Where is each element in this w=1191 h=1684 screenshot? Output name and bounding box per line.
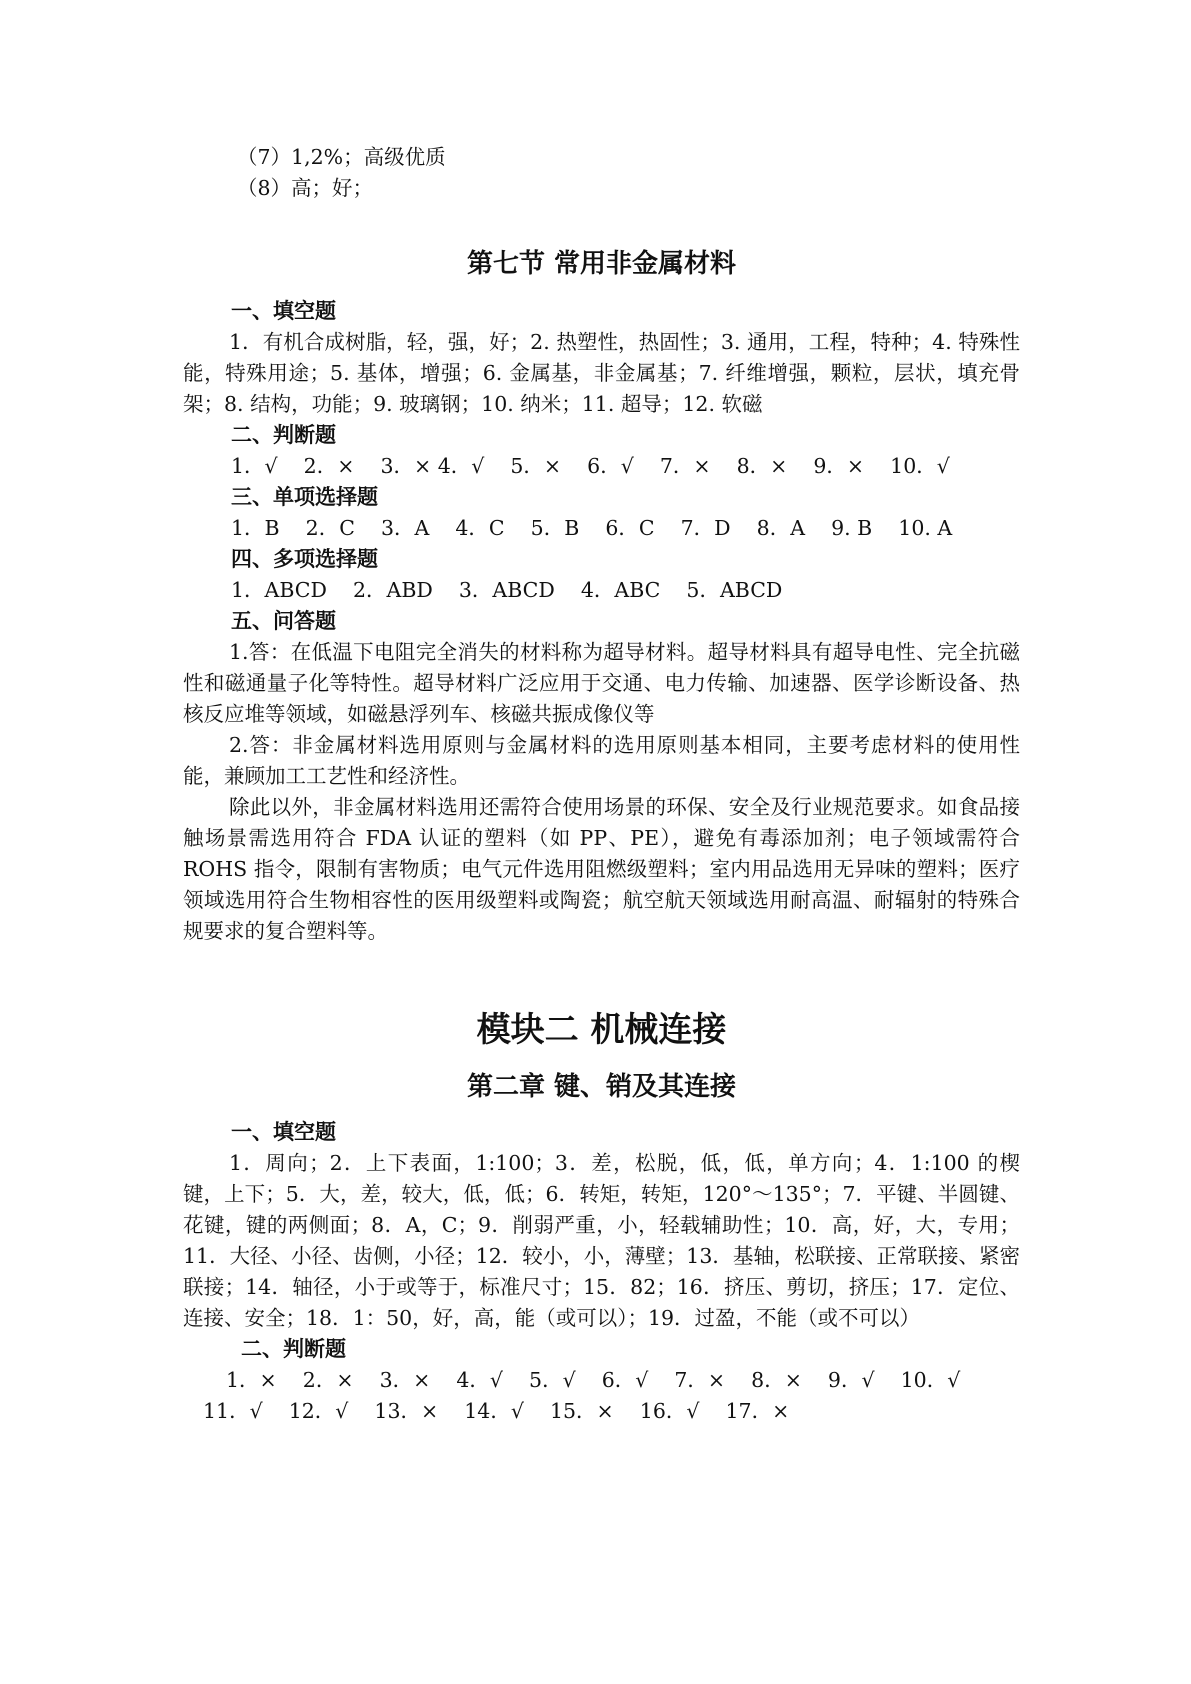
fill-blank-heading: 一、填空题 bbox=[231, 299, 336, 323]
chapter-fill-blank-answers: 1．周向；2．上下表面，1:100；3．差，松脱，低，低，单方向；4．1:100 的楔键，上下；5．大，差，较大，低，低；6．转矩，转矩，120°～135°；7．平键、半圆键、花键，键的两侧面；8．A，C；9．削弱严重，小，轻载辅助性；10．高，好，大，专用；11．大径、小径、齿侧，小径；12．较小，小，薄壁；13．基轴，松联接、正常联接、紧密联接；14．轴径，小于或等于，标准尺寸；15．82；16．挤压、剪切，挤压；17．定位、连接、安全；18．1：50，好，高，能（或可以）；19．过盈，不能（或不可以） bbox=[183, 1151, 1020, 1330]
answer-item-7: （7）1,2%；高级优质 bbox=[237, 145, 446, 169]
true-false-heading: 二、判断题 bbox=[231, 423, 336, 447]
single-choice-answers: 1．B 2．C 3．A 4．C 5．B 6．C 7．D 8．A 9. B 10. A bbox=[231, 516, 953, 540]
qa-heading: 五、问答题 bbox=[231, 609, 336, 633]
multiple-choice-heading: 四、多项选择题 bbox=[231, 547, 378, 571]
chapter-title: 第二章 键、销及其连接 bbox=[466, 1072, 737, 1102]
page-content bbox=[183, 142, 1020, 1427]
chapter-fill-blank-heading: 一、填空题 bbox=[231, 1120, 336, 1144]
true-false-answers: 1．√ 2．× 3．× 4．√ 5．× 6．√ 7．× 8．× 9．× 10．√ bbox=[231, 454, 950, 478]
single-choice-heading: 三、单项选择题 bbox=[231, 485, 378, 509]
multiple-choice-answers: 1．ABCD 2．ABD 3．ABCD 4．ABC 5．ABCD bbox=[231, 578, 783, 602]
qa-answer-2-continued: 除此以外，非金属材料选用还需符合使用场景的环保、安全及行业规范要求。如食品接触场景需选用符合 FDA 认证的塑料（如 PP、PE），避免有毒添加剂；电子领域需符合 ROHS 指令，限制有害物质；电气元件选用阻燃级塑料；室内用品选用无异味的塑料；医疗领域选用符合生物相容性的医用级塑料或陶瓷；航空航天领域选用耐高温、耐辐射的特殊合规要求的复合塑料等。 bbox=[183, 795, 1020, 943]
chapter-true-false-heading: 二、判断题 bbox=[241, 1337, 346, 1361]
chapter-true-false-answers-line-2: 11．√ 12．√ 13．× 14．√ 15．× 16．√ 17．× bbox=[203, 1399, 790, 1423]
qa-answer-1: 1.答：在低温下电阻完全消失的材料称为超导材料。超导材料具有超导电性、完全抗磁性和磁通量子化等特性。超导材料广泛应用于交通、电力传输、加速器、医学诊断设备、热核反应堆等领域，如磁悬浮列车、核磁共振成像仪等 bbox=[183, 640, 1020, 726]
module-title: 模块二 机械连接 bbox=[476, 1010, 727, 1050]
section-title: 第七节 常用非金属材料 bbox=[466, 249, 737, 279]
qa-answer-2: 2.答：非金属材料选用原则与金属材料的选用原则基本相同，主要考虑材料的使用性能，兼顾加工工艺性和经济性。 bbox=[183, 733, 1020, 788]
answer-item-8: （8）高；好； bbox=[237, 176, 374, 200]
chapter-true-false-answers-line-1: 1．× 2．× 3．× 4．√ 5．√ 6．√ 7．× 8．× 9．√ 10．√ bbox=[226, 1368, 961, 1392]
fill-blank-answers: 1．有机合成树脂，轻，强，好；2. 热塑性，热固性；3. 通用，工程，特种；4. 特殊性能，特殊用途；5. 基体，增强；6. 金属基，非金属基；7. 纤维增强，颗粒，层状，填充骨架；8. 结构，功能；9. 玻璃钢；10. 纳米；11. 超导；12. 软磁 bbox=[183, 330, 1020, 416]
